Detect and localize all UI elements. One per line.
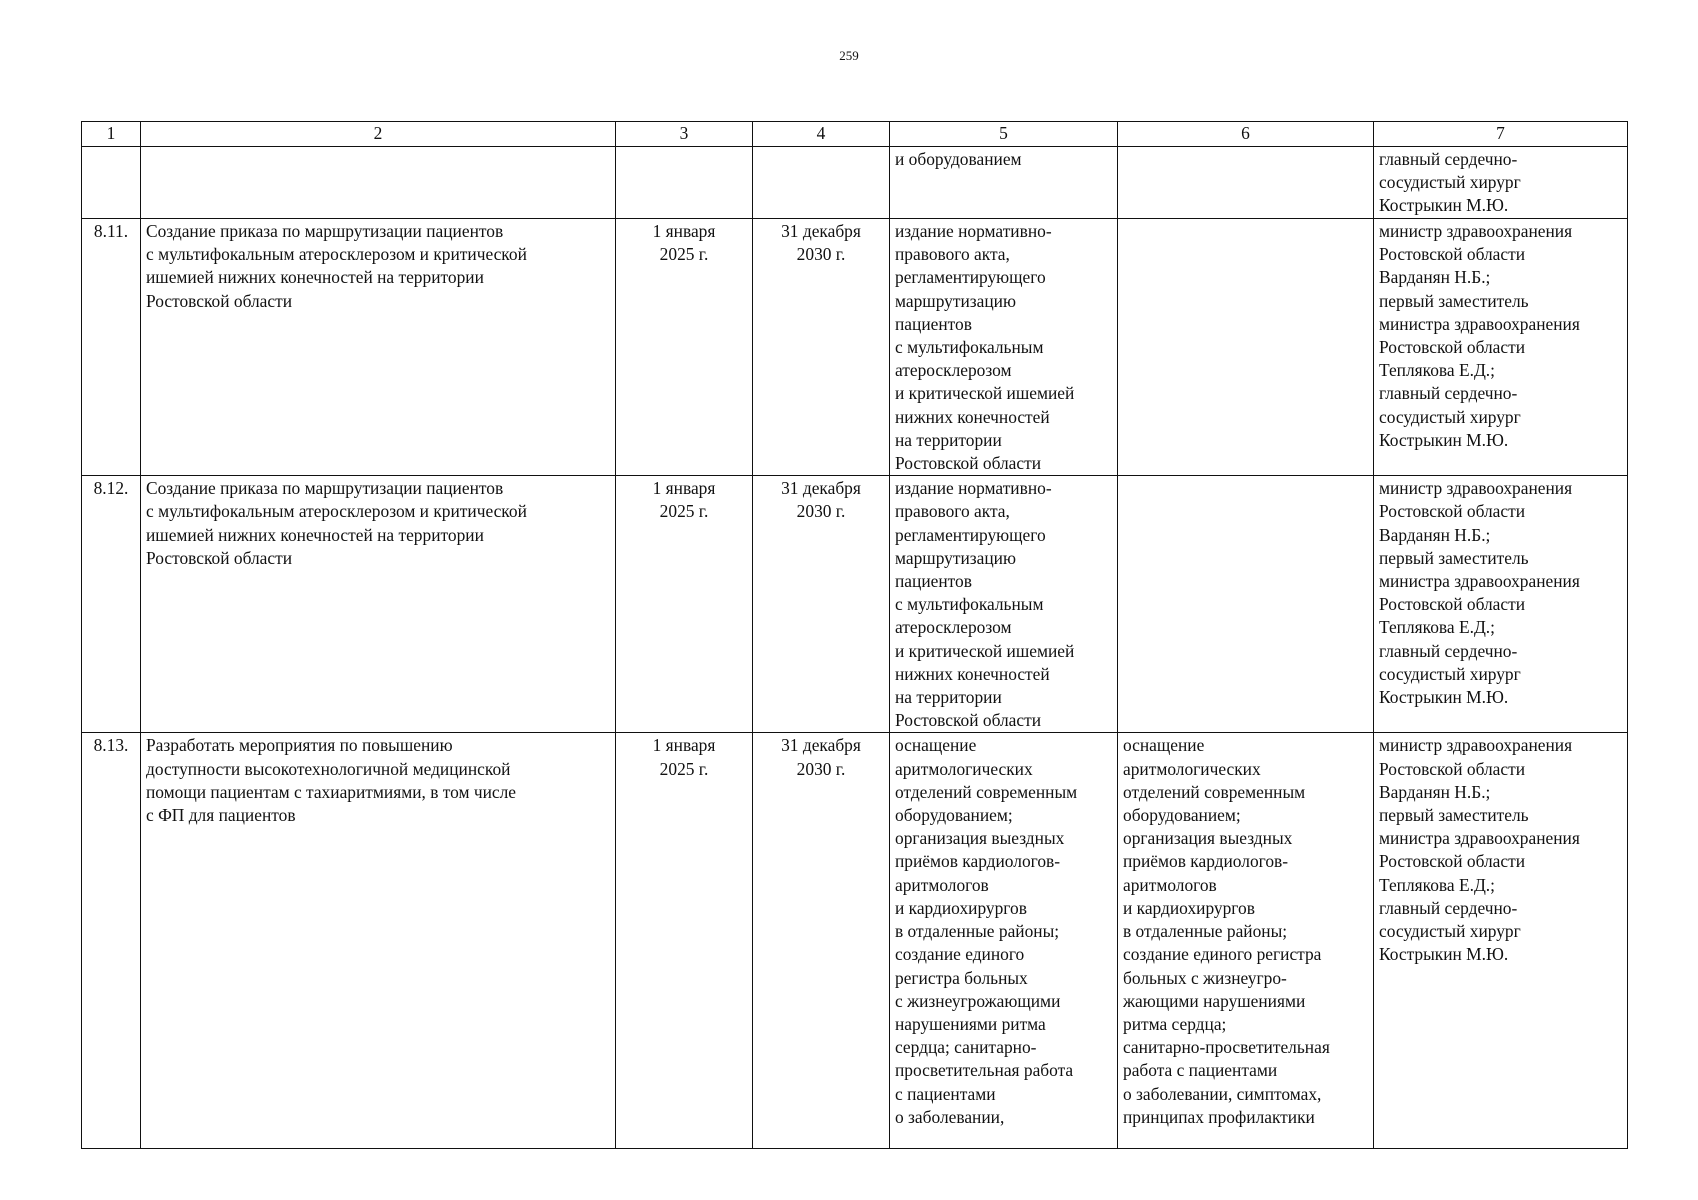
end-date-cell: 31 декабря 2030 г. <box>753 219 890 476</box>
item-number: 8.13. <box>82 733 141 1149</box>
result-cell: издание нормативно- правового акта, регламентирующего маршрутизацию пациентов с мультифокальным атеросклерозом и критической ишемией нижних конечностей на территории Ростовской области <box>890 476 1118 733</box>
end-date-cell: 31 декабря 2030 г. <box>753 733 890 1149</box>
table-row <box>82 219 1628 476</box>
item-number: 8.11. <box>82 219 141 476</box>
indicator-cell <box>1118 219 1374 476</box>
column-number-row <box>82 122 1628 147</box>
plan-table <box>81 121 1628 1149</box>
responsible-cell: министр здравоохранения Ростовской области Варданян Н.Б.; первый заместитель министра здравоохранения Ростовской области Теплякова Е.Д.; главный сердечно- сосудистый хирург Кострыкин М.Ю. <box>1374 219 1628 476</box>
end-date-cell <box>753 147 890 219</box>
activity-cell <box>141 147 616 219</box>
column-header: 4 <box>753 122 890 147</box>
item-number <box>82 147 141 219</box>
table-row <box>82 733 1628 1149</box>
end-date-cell: 31 декабря 2030 г. <box>753 476 890 733</box>
table-row <box>82 476 1628 733</box>
result-cell: оснащение аритмологических отделений современным оборудованием; организация выездных приёмов кардиологов- аритмологов и кардиохирургов в отдаленные районы; создание единого регистра больных с жизнеугрожающими нарушениями ритма сердца; санитарно- просветительная работа с пациентами о заболевании, <box>890 733 1118 1149</box>
start-date-cell <box>616 147 753 219</box>
indicator-cell <box>1118 476 1374 733</box>
result-cell: издание нормативно- правового акта, регламентирующего маршрутизацию пациентов с мультифокальным атеросклерозом и критической ишемией нижних конечностей на территории Ростовской области <box>890 219 1118 476</box>
activity-cell: Разработать мероприятия по повышению доступности высокотехнологичной медицинской помощи пациентам с тахиаритмиями, в том числе с ФП для пациентов <box>141 733 616 1149</box>
item-number: 8.12. <box>82 476 141 733</box>
column-header: 3 <box>616 122 753 147</box>
responsible-cell: министр здравоохранения Ростовской области Варданян Н.Б.; первый заместитель министра здравоохранения Ростовской области Теплякова Е.Д.; главный сердечно- сосудистый хирург Кострыкин М.Ю. <box>1374 476 1628 733</box>
column-header: 5 <box>890 122 1118 147</box>
indicator-cell <box>1118 147 1374 219</box>
table-row <box>82 147 1628 219</box>
column-header: 1 <box>82 122 141 147</box>
start-date-cell: 1 января 2025 г. <box>616 476 753 733</box>
responsible-cell: главный сердечно- сосудистый хирург Кострыкин М.Ю. <box>1374 147 1628 219</box>
column-header: 6 <box>1118 122 1374 147</box>
responsible-cell: министр здравоохранения Ростовской области Варданян Н.Б.; первый заместитель министра здравоохранения Ростовской области Теплякова Е.Д.; главный сердечно- сосудистый хирург Кострыкин М.Ю. <box>1374 733 1628 1149</box>
activity-cell: Создание приказа по маршрутизации пациентов с мультифокальным атеросклерозом и критической ишемией нижних конечностей на территории Ростовской области <box>141 476 616 733</box>
start-date-cell: 1 января 2025 г. <box>616 219 753 476</box>
column-header: 2 <box>141 122 616 147</box>
result-cell: и оборудованием <box>890 147 1118 219</box>
activity-cell: Создание приказа по маршрутизации пациентов с мультифокальным атеросклерозом и критической ишемией нижних конечностей на территории Ростовской области <box>141 219 616 476</box>
start-date-cell: 1 января 2025 г. <box>616 733 753 1149</box>
indicator-cell: оснащение аритмологических отделений современным оборудованием; организация выездных приёмов кардиологов- аритмологов и кардиохирургов в отдаленные районы; создание единого регистра больных с жизнеугро- жающими нарушениями ритма сердца; санитарно-просветительная работа с пациентами о заболевании, симптомах, принципах профилактики <box>1118 733 1374 1149</box>
page-number: 259 <box>839 48 859 63</box>
column-header: 7 <box>1374 122 1628 147</box>
